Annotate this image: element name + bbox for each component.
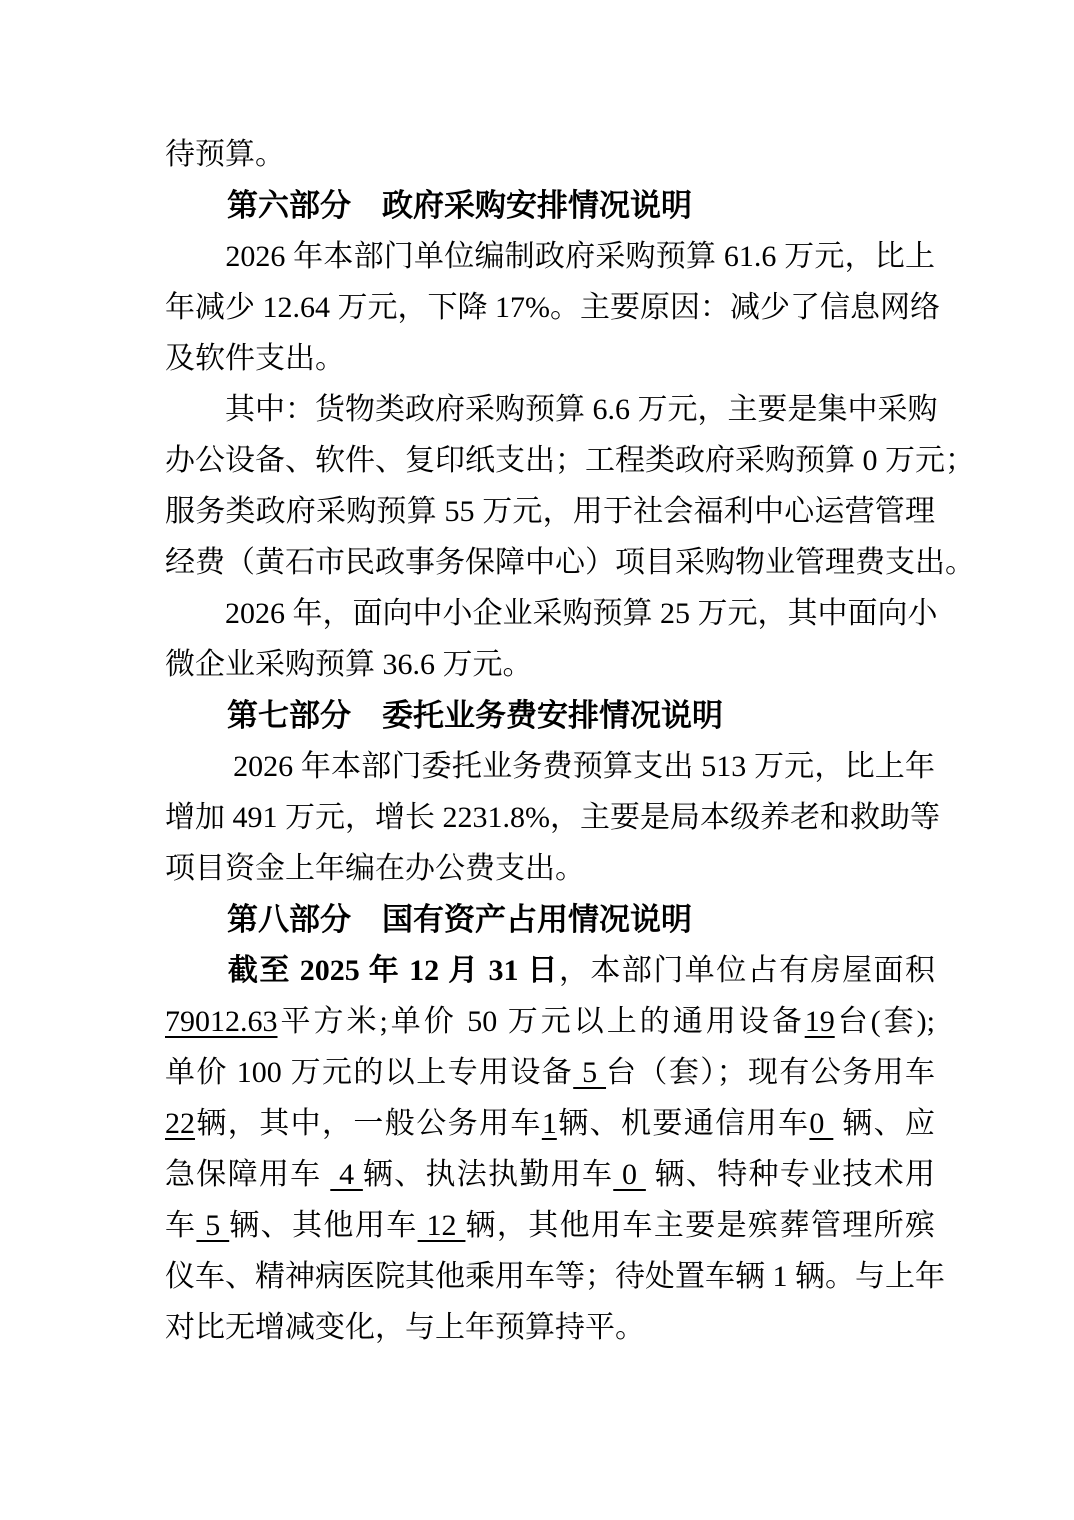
text-segment: 辆、机要通信用车 <box>556 1107 810 1140</box>
text-line <box>165 843 935 894</box>
text-line <box>165 996 935 1047</box>
document-body <box>165 129 975 1353</box>
text-segment: 2026 年本部门单位编制政府采购预算 61.6 万元，比上 <box>165 240 935 273</box>
text-segment <box>165 954 228 987</box>
text-segment: 4 <box>330 1158 363 1191</box>
text-line <box>165 639 935 690</box>
text-line <box>165 1149 935 1200</box>
text-segment: ，本部门单位占有房屋面积 <box>558 954 936 987</box>
text-line <box>165 537 975 588</box>
text-segment: 2026 年本部门委托业务费预算支出 513 万元，比上年 <box>165 750 935 783</box>
text-line <box>165 333 935 384</box>
text-line <box>165 282 940 333</box>
text-segment: 5 <box>196 1209 230 1242</box>
text-line <box>165 384 938 435</box>
text-segment: 19 <box>804 1005 835 1038</box>
text-segment: 项目资金上年编在办公费支出。 <box>165 852 585 885</box>
text-line <box>165 486 935 537</box>
text-segment: 1 <box>541 1107 557 1140</box>
text-segment: 79012.63 <box>165 1005 278 1038</box>
text-segment: 年减少 12.64 万元，下降 17%。主要原因：减少了信息网络 <box>165 291 940 324</box>
text-line <box>165 1251 945 1302</box>
text-segment: 待预算。 <box>165 138 285 171</box>
text-segment: 第六部分 政府采购安排情况说明 <box>165 188 692 223</box>
text-segment: 第七部分 委托业务费安排情况说明 <box>165 698 723 733</box>
text-segment: 辆，其他用车主要是殡葬管理所殡 <box>465 1209 936 1242</box>
section-heading <box>165 894 935 945</box>
text-line <box>165 1047 935 1098</box>
text-segment: 单价 100 万元的以上专用设备 <box>165 1056 574 1089</box>
text-segment: 台(套); <box>834 1005 935 1038</box>
text-segment: 截至 2025 年 12 月 31 日 <box>227 954 559 987</box>
text-line <box>165 129 935 180</box>
text-segment: 办公设备、软件、复印纸支出；工程类政府采购预算 0 万元； <box>165 444 975 477</box>
text-segment: 辆、特种专业技术用 <box>645 1158 936 1191</box>
text-segment: 辆、执法执勤用车 <box>362 1158 614 1191</box>
text-segment: 辆、其他用车 <box>229 1209 418 1242</box>
text-segment: 5 <box>573 1056 607 1089</box>
text-segment: 增加 491 万元，增长 2231.8%，主要是局本级养老和救助等 <box>165 801 940 834</box>
text-segment: 辆，其中，一般公务用车 <box>195 1107 542 1140</box>
text-segment: 12 <box>417 1209 466 1242</box>
text-segment: 微企业采购预算 36.6 万元。 <box>165 648 533 681</box>
text-segment: 2026 年，面向中小企业采购预算 25 万元，其中面向小 <box>165 597 938 630</box>
text-line <box>165 435 975 486</box>
text-segment: 服务类政府采购预算 55 万元，用于社会福利中心运营管理 <box>165 495 935 528</box>
section-heading <box>165 180 935 231</box>
text-segment: 0 <box>613 1158 646 1191</box>
text-segment: 车 <box>165 1209 197 1242</box>
text-line <box>165 1302 935 1353</box>
text-line <box>165 741 935 792</box>
text-segment: 其中：货物类政府采购预算 6.6 万元，主要是集中采购 <box>165 393 938 426</box>
text-line <box>165 792 940 843</box>
text-line <box>165 588 938 639</box>
text-segment: 及软件支出。 <box>165 342 345 375</box>
text-segment: 辆、应 <box>833 1107 936 1140</box>
text-segment: 对比无增减变化，与上年预算持平。 <box>165 1311 645 1344</box>
text-segment: 平方米;单价 50 万元以上的通用设备 <box>277 1005 805 1038</box>
section-heading <box>165 690 935 741</box>
text-segment: 第八部分 国有资产占用情况说明 <box>165 902 692 937</box>
text-line <box>165 231 935 282</box>
text-segment: 仪车、精神病医院其他乘用车等；待处置车辆 1 辆。与上年 <box>165 1260 945 1293</box>
text-segment: 急保障用车 <box>165 1158 331 1191</box>
text-line <box>165 1098 935 1149</box>
text-line <box>165 945 935 996</box>
text-segment: 台（套）；现有公务用车 <box>606 1056 936 1089</box>
text-segment: 经费（黄石市民政事务保障中心）项目采购物业管理费支出。 <box>165 546 975 579</box>
text-segment: 0 <box>809 1107 834 1140</box>
text-segment: 22 <box>165 1107 195 1140</box>
text-line <box>165 1200 935 1251</box>
